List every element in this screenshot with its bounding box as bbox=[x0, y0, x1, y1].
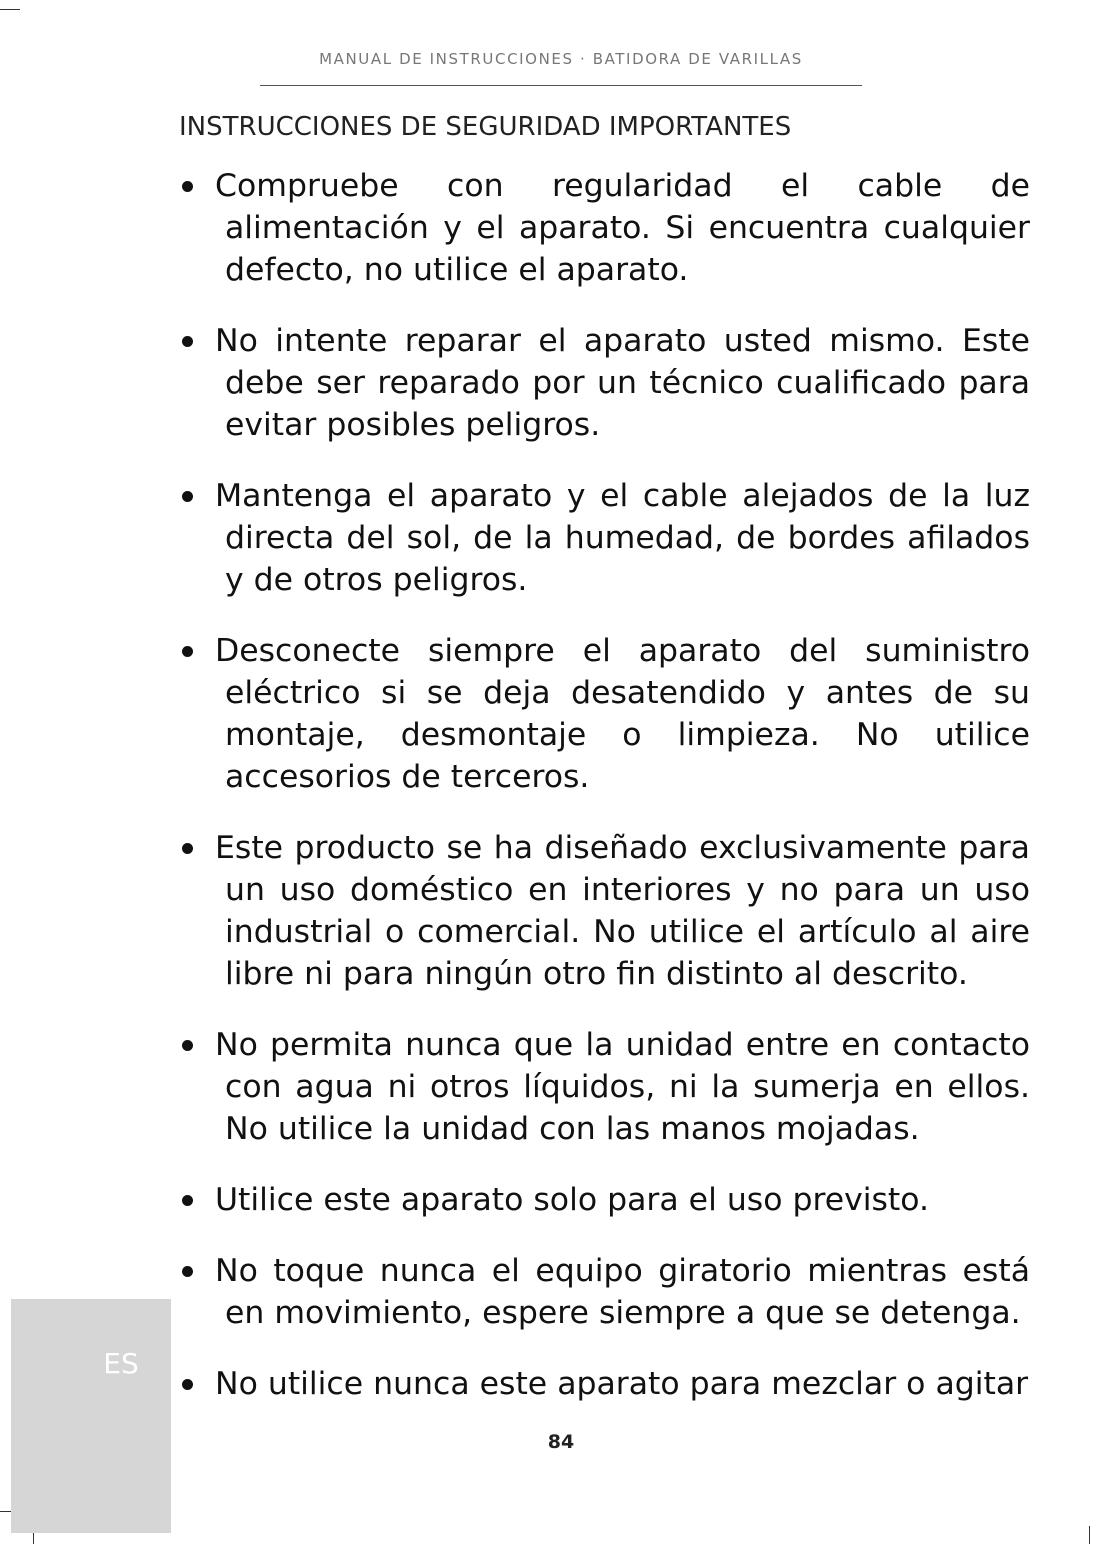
list-item: No intente reparar el aparato usted mismo. Este debe ser reparado por un técnico cualificado para evitar posibles peligros. bbox=[215, 320, 1030, 446]
list-item: Compruebe con regularidad el cable de alimentación y el aparato. Si encuentra cualquier defecto, no utilice el aparato. bbox=[215, 165, 1030, 291]
section-title: INSTRUCCIONES DE SEGURIDAD IMPORTANTES bbox=[179, 112, 792, 142]
list-item: Mantenga el aparato y el cable alejados de la luz directa del sol, de la humedad, de bordes afilados y de otros peligros. bbox=[215, 475, 1030, 601]
running-header: MANUAL DE INSTRUCCIONES · BATIDORA DE VARILLAS bbox=[319, 50, 803, 68]
language-label: ES bbox=[103, 1347, 139, 1380]
crop-mark-bottom-right-v bbox=[1089, 1526, 1090, 1544]
list-item: Utilice este aparato solo para el uso previsto. bbox=[215, 1179, 1030, 1221]
list-item: No utilice nunca este aparato para mezclar o agitar bbox=[215, 1363, 1030, 1405]
page-number: 84 bbox=[547, 1431, 575, 1453]
crop-mark-top-left bbox=[0, 9, 20, 10]
list-item: No toque nunca el equipo giratorio mientras está en movimiento, espere siempre a que se detenga. bbox=[215, 1250, 1030, 1334]
list-item: No permita nunca que la unidad entre en contacto con agua ni otros líquidos, ni la sumerja en ellos. No utilice la unidad con las manos mojadas. bbox=[215, 1024, 1030, 1150]
list-item: Este producto se ha diseñado exclusivamente para un uso doméstico en interiores y no para un uso industrial o comercial. No utilice el artículo al aire libre ni para ningún otro fin distinto al descrito. bbox=[215, 827, 1030, 995]
safety-instructions-list bbox=[215, 165, 1030, 1434]
list-item: Desconecte siempre el aparato del suministro eléctrico si se deja desatendido y antes de su montaje, desmontaje o limpieza. No utilice accesorios de terceros. bbox=[215, 630, 1030, 798]
language-tab bbox=[11, 1299, 171, 1533]
header-divider bbox=[260, 85, 862, 86]
